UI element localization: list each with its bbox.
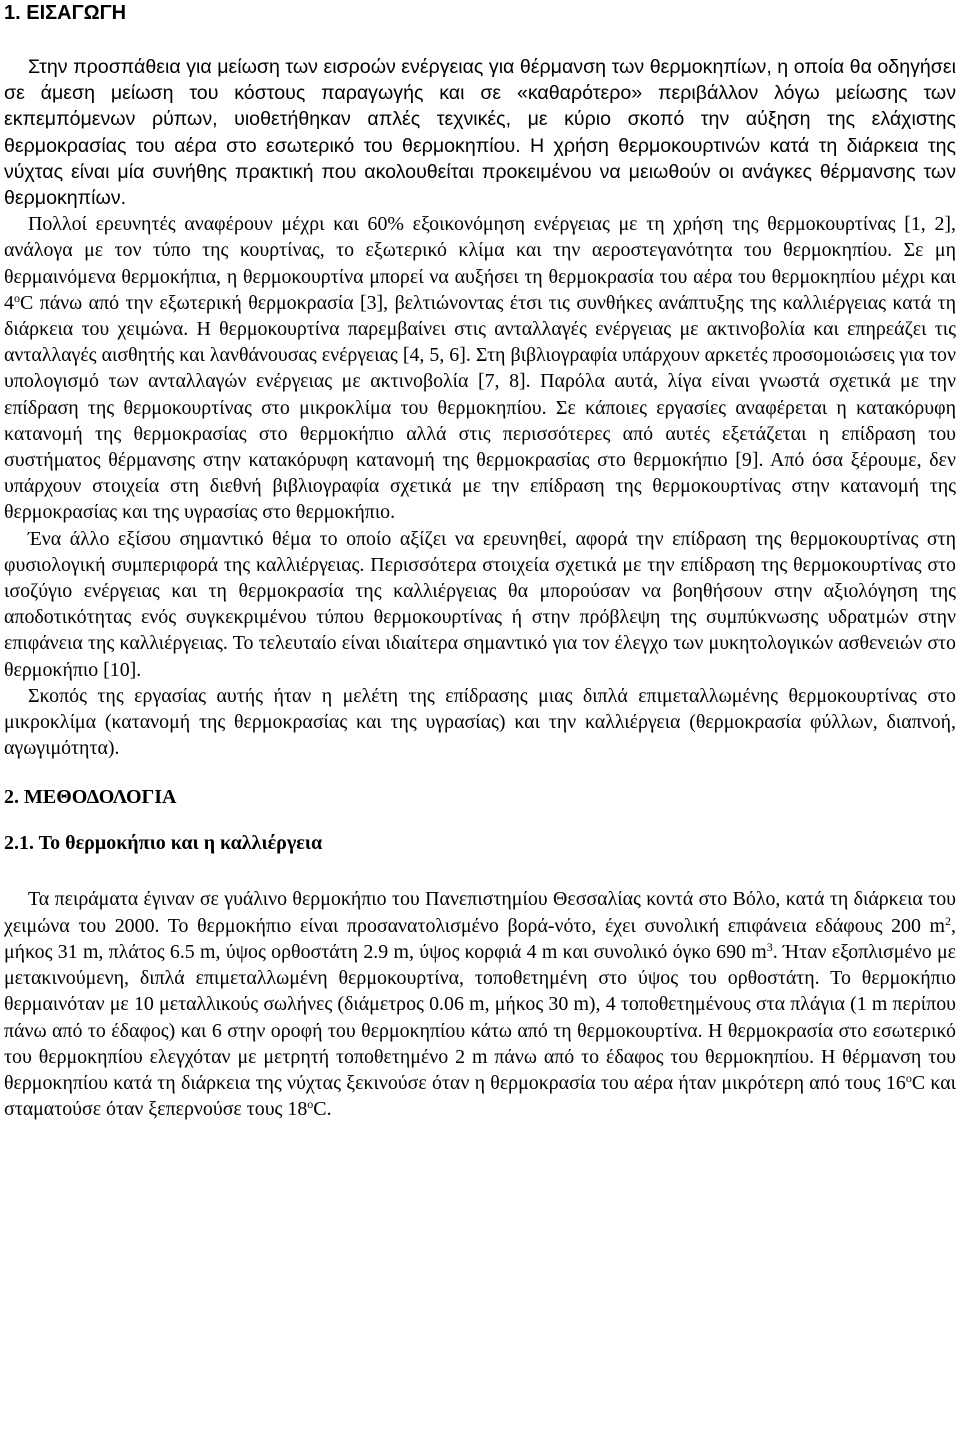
squared-superscript: 2 xyxy=(945,913,952,928)
section-heading-introduction: 1. ΕΙΣΑΓΩΓΗ xyxy=(4,2,127,24)
paragraph-intro-2 xyxy=(4,211,956,525)
subsection-heading-greenhouse: 2.1. Το θερμοκήπιο και η καλλιέργεια xyxy=(4,832,323,855)
paragraph-intro-2-text-b: C πάνω από την εξωτερική θερμοκρασία [3], βελτιώνοντας έτσι τις συνθήκες ανάπτυξης της καλλιέργειας κατά τη διάρκεια του χειμώνα. Η θερμοκουρτίνα παρεμβαίνει στις ανταλλαγές ενέργειας με ακτινοβολία και επηρεάζει τις ανταλλαγές αισθητής και λανθάνουσας ενέργειας [4, 5, 6]. Στη βιβλιογραφία υπάρχουν αρκετές προσομοιώσεις για τον υπολογισμό των ανταλλαγών ενέργειας με ακτινοβολία [7, 8]. Παρόλα αυτά, λίγα είναι γνωστά σχετικά με την επίδραση της θερμοκουρτίνας στο μικροκλίμα του θερμοκηπίου. Σε κάποιες εργασίες αναφέρεται η κατακόρυφη κατανομή της θερμοκρασίας στο θερμοκήπιο αλλά στις περισσότερες από αυτές εξετάζεται η επίδραση του συστήματος θέρμανσης στην κατακόρυφη κατανομή της θερμοκρασίας στο θερμοκήπιο [9]. Από όσα ξέρουμε, δεν υπάρχουν στοιχεία στη διεθνή βιβλιογραφία σχετικά με την επίδραση της θερμοκουρτίνας στην κατανομή της θερμοκρασίας και της υγρασίας στο θερμοκήπιο. xyxy=(4,291,956,524)
paragraph-methodology-text-3: . Ήταν εξοπλισμένο με μετακινούμενη, διπλά επιμεταλλωμένη θερμοκουρτίνα, τοποθετημένη στο ύψος του ορθοστάτη. Το θερμοκήπιο θερμαινόταν με 10 μεταλλικούς σωλήνες (διάμετρος 0.06 m, μήκος 30 m), 4 τοποθετημένους στα πλάγια (1 m περίπου πάνω από το έδαφος) και 6 στην οροφή του θερμοκηπίου κάτω από τη θερμοκουρτίνα. Η θερμοκρασία στο εσωτερικό του θερμοκηπίου ελεγχόταν με μετρητή τοποθετημένο 2 m πάνω από το έδαφος του θερμοκηπίου. Η θέρμανση του θερμοκηπίου κατά τη διάρκεια της νύχτας ξεκινούσε όταν η θερμοκρασία του αέρα ήταν μικρότερη από τους 16 xyxy=(4,940,956,1094)
paragraph-intro-3: Ένα άλλο εξίσου σημαντικό θέμα το οποίο αξίζει να ερευνηθεί, αφορά την επίδραση της θερμοκουρτίνας στη φυσιολογική συμπεριφορά της καλλιέργειας. Περισσότερα στοιχεία σχετικά με την επίδραση της θερμοκουρτίνας στο ισοζύγιο ενέργειας και τη θερμοκρασία της καλλιέργειας θα μπορούσαν να βοηθήσουν στην αξιολόγηση της αποδοτικότητας ενός συγκεκριμένου τύπου θερμοκουρτίνας ή στην πρόβλεψη της συμπύκνωσης υδρατμών στην επιφάνεια της καλλιέργειας. Το τελευταίο είναι ιδιαίτερα σημαντικό για τον έλεγχο των μυκητολογικών ασθενειών στο θερμοκήπιο [10]. xyxy=(4,527,956,681)
paragraph-methodology-text-4: C και σταματούσε όταν ξεπερνούσε τους 18 xyxy=(4,1071,956,1121)
paragraph-methodology-1 xyxy=(4,886,956,1122)
cubed-superscript: 3 xyxy=(766,939,773,954)
paragraph-intro-4: Σκοπός της εργασίας αυτής ήταν η μελέτη της επίδρασης μιας διπλά επιμεταλλωμένης θερμοκουρτίνας στο μικροκλίμα (κατανομή της θερμοκρασίας και της υγρασίας) και την καλλιέργεια (θερμοκρασία φύλλων, διαπνοή, αγωγιμότητα). xyxy=(4,684,956,760)
paragraph-intro-1: Στην προσπάθεια για μείωση των εισροών ενέργειας για θέρμανση των θερμοκηπίων, η οποία θα οδηγήσει σε άμεση μείωση του κόστους παραγωγής και σε «καθαρότερο» περιβάλλον λόγω μείωσης των εκπεμπόμενων ρύπων, υιοθετήθηκαν απλές τεχνικές, με κύριο σκοπό την αύξηση της ελάχιστης θερμοκρασίας του αέρα στο εσωτερικό του θερμοκηπίου. Η χρήση θερμοκουρτινών κατά τη διάρκεια της νύχτας είναι μία συνήθης πρακτική που ακολουθείται προκειμένου να μειωθούν οι ανάγκες θέρμανσης των θερμοκηπίων. xyxy=(4,56,956,210)
paragraph-methodology-text-1: Τα πειράματα έγιναν σε γυάλινο θερμοκήπιο του Πανεπιστημίου Θεσσαλίας κοντά στο Βόλο, κατά τη διάρκεια του χειμώνα του 2000. Το θερμοκήπιο είναι προσανατολισμένο βορά-νότο, έχει συνολική επιφάνεια εδάφους 200 m xyxy=(4,888,956,937)
degree-superscript: o xyxy=(13,290,20,305)
degree-superscript: o xyxy=(905,1070,912,1085)
paragraph-methodology-text-5: C. xyxy=(313,1098,332,1121)
section-heading-methodology: 2. ΜΕΘΟΔΟΛΟΓΙΑ xyxy=(4,786,177,809)
paragraph-methodology-text-2: , μήκος 31 m, πλάτος 6.5 m, ύψος ορθοστάτη 2.9 m, ύψος κορφιά 4 m και συνολικό όγκο 690 m xyxy=(4,914,956,963)
degree-superscript: o xyxy=(307,1097,314,1112)
paragraph-intro-2-text-a: Πολλοί ερευνητές αναφέρουν μέχρι και 60% εξοικονόμηση ενέργειας με τη χρήση της θερμοκουρτίνας [1, 2], ανάλογα με τον τύπο της κουρτίνας, το εξωτερικό κλίμα και την αεροστεγανότητα του θερμοκηπίου. Σε μη θερμαινόμενα θερμοκήπια, η θερμοκουρτίνα μπορεί να αυξήσει τη θερμοκρασία του αέρα του θερμοκηπίου μέχρι και 4 xyxy=(4,213,956,314)
